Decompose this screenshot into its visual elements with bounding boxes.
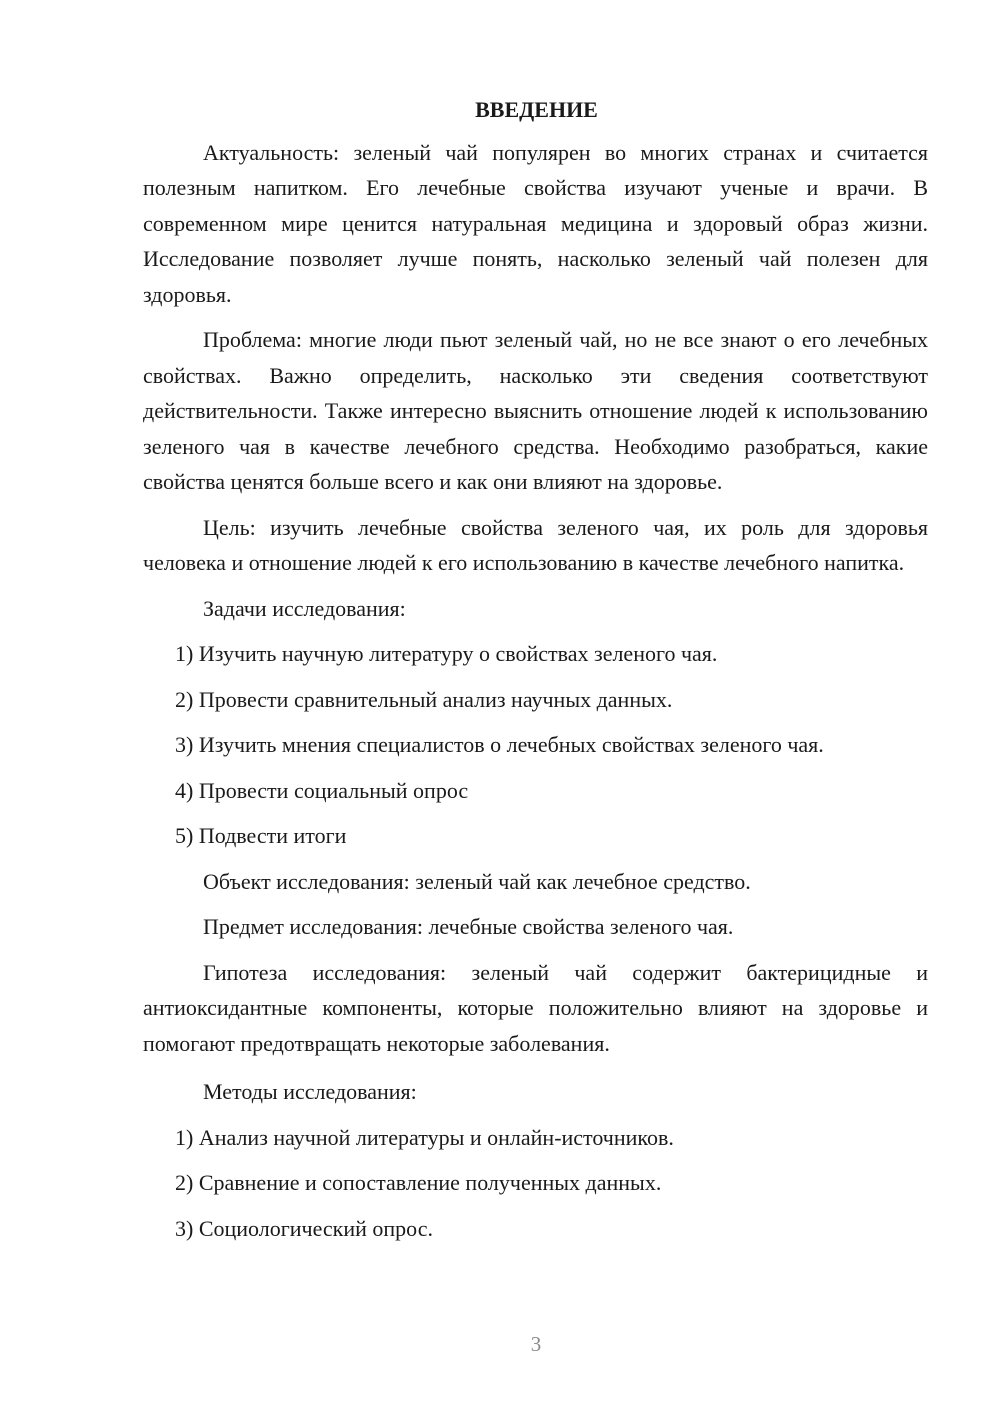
list-item: 1) Анализ научной литературы и онлайн-источников. <box>175 1124 674 1150</box>
list-item: 2) Провести сравнительный анализ научных данных. <box>175 686 673 712</box>
tasks-label: Задачи исследования: <box>203 595 406 621</box>
list-item: 1) Изучить научную литературу о свойствах зеленого чая. <box>175 641 718 666</box>
tasks-list <box>143 636 928 854</box>
list-item: 4) Провести социальный опрос <box>175 777 469 803</box>
hypothesis-paragraph: Гипотеза исследования: зеленый чай содержит бактерицидные и антиоксидантные компоненты, которые положительно влияют на здоровье и помогают предотвращать некоторые заболевания. <box>143 959 928 1056</box>
problem-paragraph: Проблема: многие люди пьют зеленый чай, но не все знают о его лечебных свойствах. Важно определить, насколько эти сведения соответствуют действительности. Также интересно выяснить отношение людей к использованию зеленого чая в качестве лечебного средства. Необходимо разобраться, какие свойства ценятся больше всего и как они влияют на здоровье. <box>143 327 928 494</box>
methods-label: Методы исследования: <box>203 1079 417 1104</box>
list-item: 5) Подвести итоги <box>175 823 347 848</box>
page-number: 3 <box>530 1332 542 1356</box>
subject-paragraph: Предмет исследования: лечебные свойства зеленого чая. <box>203 914 734 939</box>
document-page <box>143 92 928 1256</box>
list-item: 3) Изучить мнения специалистов о лечебных свойствах зеленого чая. <box>175 732 824 757</box>
list-item: 2) Сравнение и сопоставление полученных данных. <box>175 1170 662 1195</box>
object-paragraph: Объект исследования: зеленый чай как лечебное средство. <box>203 868 751 894</box>
goal-paragraph: Цель: изучить лечебные свойства зеленого чая, их роль для здоровья человека и отношение людей к его использованию в качестве лечебного напитка. <box>143 514 928 575</box>
section-title: ВВЕДЕНИЕ <box>475 97 598 122</box>
list-item: 3) Социологический опрос. <box>175 1215 433 1241</box>
methods-list <box>143 1120 928 1247</box>
relevance-paragraph: Актуальность: зеленый чай популярен во многих странах и считается полезным напитком. Его лечебные свойства изучают ученые и врачи. В современном мире ценится натуральная медицина и здоровый образ жизни. Исследование позволяет лучше понять, насколько зеленый чай полезен для здоровья. <box>143 139 928 307</box>
